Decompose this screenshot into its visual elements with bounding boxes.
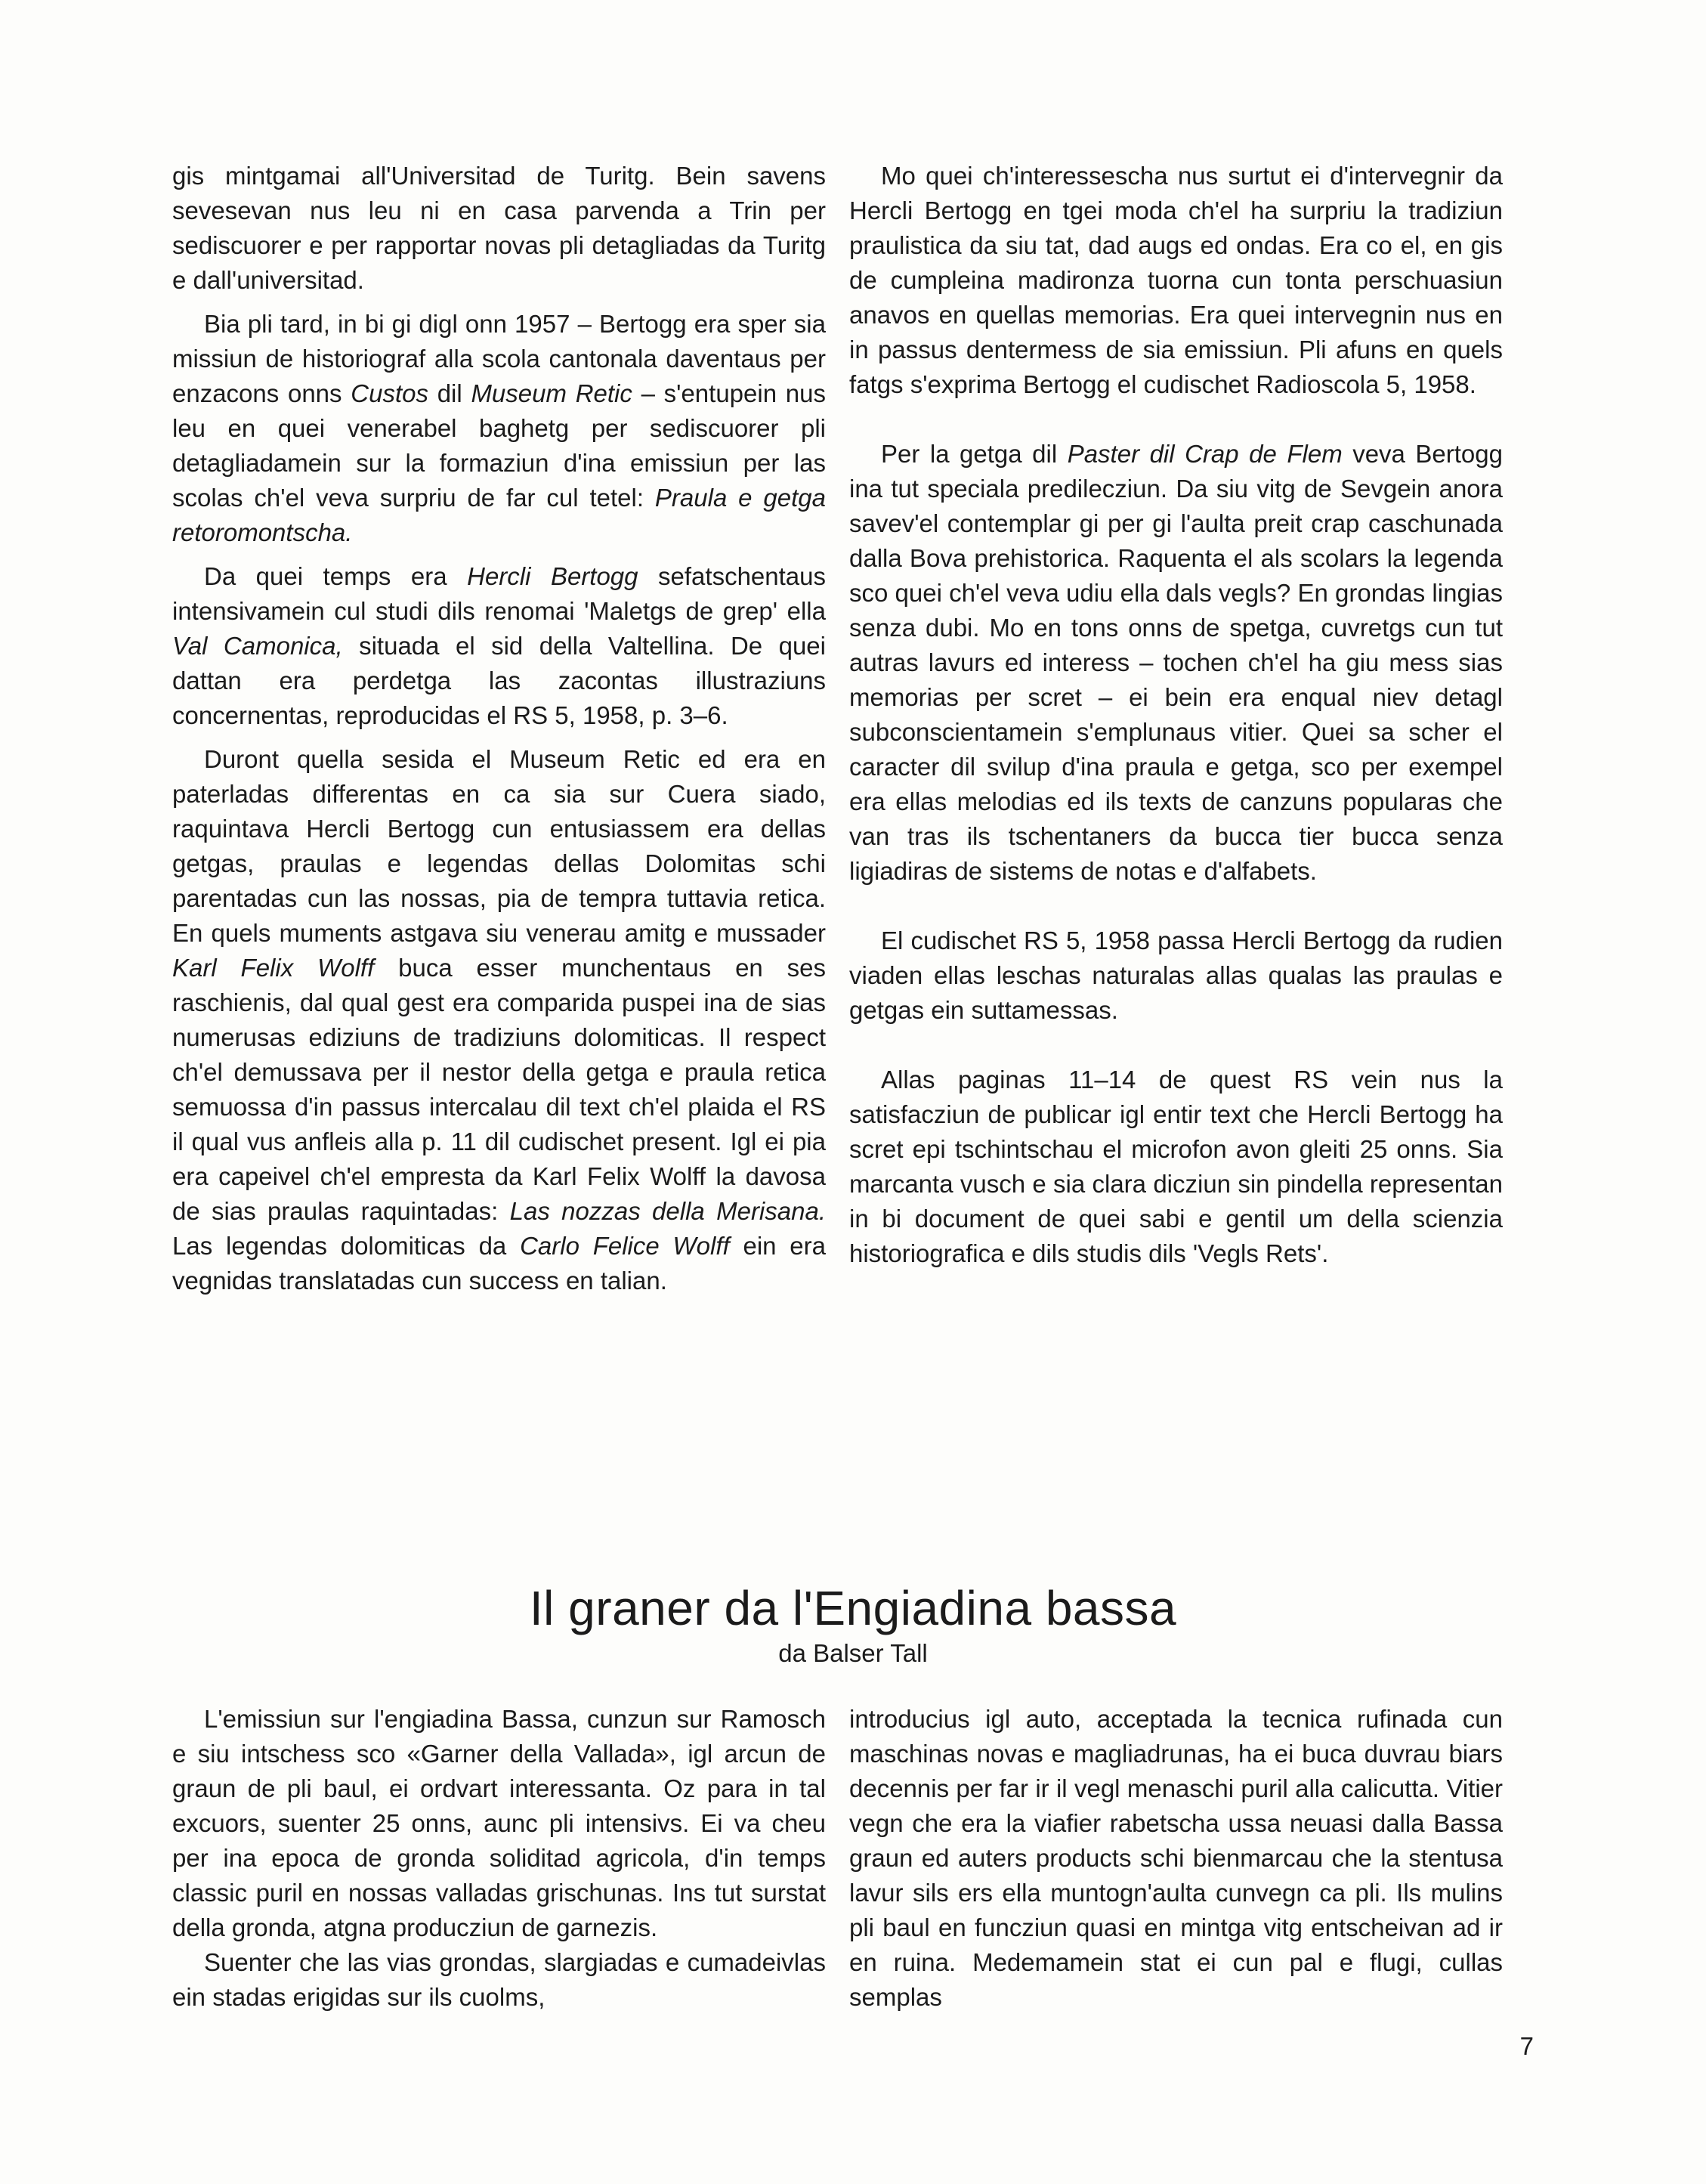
italic-run: Custos bbox=[351, 379, 428, 407]
article-left-column bbox=[172, 1702, 826, 2015]
paragraph: Da quei temps era Hercli Bertogg sefatschentaus intensivamein cul studi dils renomai 'Maletgs de grep' ella Val Camonica, situada el sid della Valtellina. De quei dattan era perdetga las zacontas illustraziuns concernentas, reproducidas el RS 5, 1958, p. 3–6. bbox=[172, 562, 826, 729]
italic-run: Karl Felix Wolff bbox=[172, 954, 375, 982]
italic-run: Carlo Felice Wolff bbox=[520, 1232, 730, 1260]
paragraph: gis mintgamai all'Universitad de Turitg. Bein savens sevesevan nus leu ni en casa parvenda a Trin per sediscuorer e per rapportar novas pli detagliadas da Turitg e dall'universitad. bbox=[172, 162, 826, 294]
paragraph: Allas paginas 11–14 de quest RS vein nus la satisfacziun de publicar igl entir text che Hercli Bertogg ha scret epi tschintschau el microfon avon gleiti 25 onns. Sia marcanta vusch e sia clara dicziun sin pindella representan in bi document de quei sabi e gentil um della scienzia historiografica e dils studis dils 'Vegls Rets'. bbox=[849, 1066, 1503, 1267]
page-number: 7 bbox=[1519, 2032, 1534, 2060]
top-left-column bbox=[172, 159, 826, 1298]
paragraph: Suenter che las vias grondas, slargiadas e cumadeivlas ein stadas erigidas sur ils cuolms, bbox=[172, 1948, 826, 2011]
italic-run: Las nozzas della Merisana. bbox=[509, 1197, 826, 1225]
paragraph: Per la getga dil Paster dil Crap de Flem veva Bertogg ina tut speciala predilecziun. Da siu vitg de Sevgein anora savev'el contemplar gi per gi l'aulta preit crap caschunada dalla Bova prehistorica. Raquenta el als scolars la legenda sco quei ch'el veva udiu ella dals vegls? En grondas lingias senza dubi. Mo en tons onns de spetga, cuvretgs cun tut autras lavurs ed interess – tochen ch'el ha giu mess sias memorias per scret – ei bein era enqual niev detagl subconscientamein s'emplunaus vitier. Quei sa scher el caracter dil svilup d'ina praula e getga, sco per exempel era ellas melodias ed ils texts de canzuns popularas che van tras ils tschentaners da bucca tier bucca senza ligiadiras de sistems de notas e d'alfabets. bbox=[849, 440, 1503, 885]
italic-run: Paster dil Crap de Flem bbox=[1067, 440, 1343, 468]
paragraph: Mo quei ch'interessescha nus surtut ei d'intervegnir da Hercli Bertogg en tgei moda ch'el ha surpriu la tradiziun praulistica da siu tat, dad augs ed ondas. Era co el, en gis de cumpleina madironza tuorna cun tonta perschuasiun anavos en quellas memorias. Era quei intervegnin nus en in passus dentermess de sia emissiun. Pli afuns en quels fatgs s'exprima Bertogg el cudischet Radioscola 5, 1958. bbox=[849, 162, 1503, 398]
top-right-column bbox=[849, 159, 1503, 1271]
paragraph: El cudischet RS 5, 1958 passa Hercli Bertogg da rudien viaden ellas leschas naturalas allas qualas las praulas e getgas ein suttamessas. bbox=[849, 926, 1503, 1024]
italic-run: Praula e getga retoromontscha. bbox=[172, 484, 826, 546]
italic-run: Hercli Bertogg bbox=[467, 562, 638, 590]
italic-run: Museum Retic bbox=[471, 379, 632, 407]
italic-run: Val Camonica, bbox=[172, 632, 343, 660]
article-title: Il graner da l'Engiadina bassa bbox=[529, 1580, 1177, 1635]
paragraph: Bia pli tard, in bi gi digl onn 1957 – Bertogg era sper sia missiun de historiograf alla scola cantonala daventaus per enzacons onns Custos dil Museum Retic – s'entupein nus leu en quei venerabel baghetg per sediscuorer pli detagliadamein sur la formaziun d'ina emissiun per las scolas ch'el veva surpriu de far cul tetel: Praula e getga retoromontscha. bbox=[172, 310, 826, 546]
article-right-column bbox=[849, 1702, 1503, 2015]
paragraph: L'emissiun sur l'engiadina Bassa, cunzun sur Ramosch e siu intschess sco «Garner della Vallada», igl arcun de graun de pli baul, ei ordvart interessanta. Oz para in tal excuors, suenter 25 onns, aunc pli intensivs. Ei va cheu per ina epoca de gronda soliditad agricola, d'in temps classic puril en nossas valladas grischunas. Ins tut surstat della gronda, atgna producziun de garnezis. bbox=[172, 1705, 826, 1941]
paragraph: introducius igl auto, acceptada la tecnica rufinada cun maschinas novas e magliadrunas, ha ei buca duvrau biars decennis per far ir il vegl menaschi puril alla calicutta. Vitier vegn che era la viafier rabetscha ussa neuasi dalla Bassa graun ed auters products schi bienmarcau che la stentusa lavur sils ers ella muntogn'aulta cunvegn ca pli. Ils mulins pli baul en funcziun quasi en mintga vitg entscheivan ad ir en ruina. Medemamein stat ei cun pal e flugi, cullas semplas bbox=[849, 1705, 1503, 2011]
article-byline: da Balser Tall bbox=[778, 1639, 928, 1667]
paragraph: Duront quella sesida el Museum Retic ed era en paterladas differentas en ca sia sur Cuera siado, raquintava Hercli Bertogg cun entusiassem era dellas getgas, praulas e legendas dellas Dolomitas schi parentadas cun las nossas, pia de tempra tuttavia retica. En quels muments astgava siu venerau amitg e mussader Karl Felix Wolff buca esser munchentaus en ses raschienis, dal qual gest era comparida puspei ina de sias numerusas ediziuns de tradiziuns dolomiticas. Il respect ch'el demussava per il nestor della getga e praula retica semuossa d'in passus intercalau dil text ch'el plaida el RS il qual vus anfleis alla p. 11 dil cudischet present. Igl ei pia era capeivel ch'el empresta da Karl Felix Wolff la davosa de sias praulas raquintadas: Las nozzas della Merisana. Las legendas dolomiticas da Carlo Felice Wolff ein era vegnidas translatadas cun success en talian. bbox=[172, 745, 826, 1295]
